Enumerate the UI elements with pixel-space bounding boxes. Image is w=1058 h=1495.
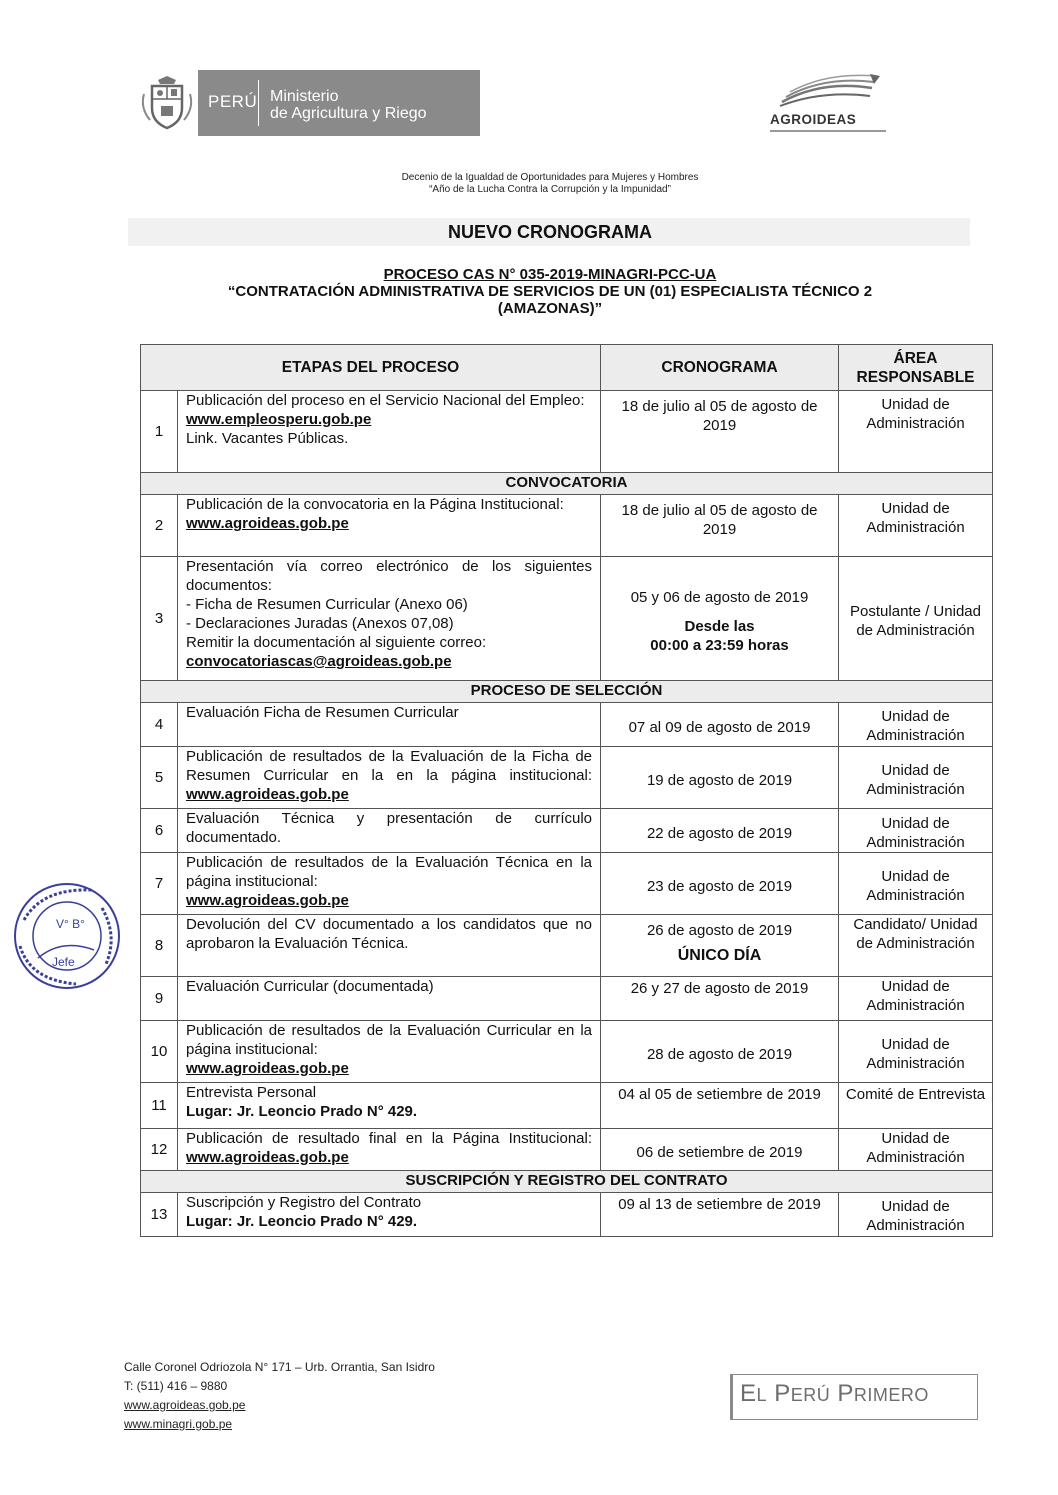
stamp-word: Jefe [52, 955, 75, 969]
row-stage: Evaluación Técnica y presentación de currículo documentado. [178, 809, 601, 853]
row-cronograma: 19 de agosto de 2019 [601, 747, 839, 809]
stage-text: Publicación de resultados de la Evaluación Curricular en la página institucional: [186, 1022, 593, 1058]
footer-address: Calle Coronel Odriozola N° 171 – Urb. Orrantia, San Isidro [124, 1360, 435, 1374]
row-stage: Devolución del CV documentado a los candidatos que no aprobaron la Evaluación Técnica. [178, 915, 601, 977]
proceso-line1: “CONTRATACIÓN ADMINISTRATIVA DE SERVICIOS DE UN (01) ESPECIALISTA TÉCNICO 2 [227, 283, 873, 300]
row-cronograma: 04 al 05 de setiembre de 2019 [601, 1083, 839, 1129]
stage-text: Publicación de resultados de la Evaluación Técnica en la página institucional: [186, 854, 593, 890]
header-etapas: ETAPAS DEL PROCESO [141, 345, 601, 391]
decenio-line1: Decenio de la Igualdad de Oportunidades para Mujeres y Hombres [401, 172, 699, 183]
header-area-line2: RESPONSABLE [856, 368, 975, 386]
email-link[interactable]: convocatoriascas@agroideas.gob.pe [186, 653, 452, 670]
crono-date: 26 de agosto de 2019 [646, 922, 793, 939]
row-area: Postulante / Unidad de Administración [839, 557, 993, 681]
stage-text: Presentación vía correo electrónico de los siguientes documentos: [186, 558, 593, 594]
ministerio-line1: Ministerio [270, 88, 339, 105]
row-stage: Evaluación Curricular (documentada) [178, 977, 601, 1021]
footer-web-agroideas[interactable]: www.agroideas.gob.pe [124, 1398, 246, 1412]
row-cronograma: 23 de agosto de 2019 [601, 853, 839, 915]
table-row [141, 1021, 993, 1083]
peru-label: PERÚ [208, 92, 258, 111]
stage-text: Publicación del proceso en el Servicio Nacional del Empleo: [186, 392, 585, 409]
table-row [141, 977, 993, 1021]
row-number: 10 [141, 1021, 178, 1083]
section-row [141, 473, 993, 495]
stage-lugar: Lugar: Jr. Leoncio Prado N° 429. [186, 1103, 418, 1120]
row-cronograma: 18 de julio al 05 de agosto de 2019 [601, 495, 839, 557]
header-area-line1: ÁREA [893, 349, 938, 367]
table-row [141, 703, 993, 747]
agroideas-link[interactable]: www.agroideas.gob.pe [186, 1060, 349, 1077]
row-stage [178, 747, 601, 809]
agroideas-tagline-bar [770, 130, 886, 132]
section-row [141, 681, 993, 703]
ministerio-name [270, 88, 427, 122]
table-row [141, 809, 993, 853]
row-stage [178, 1021, 601, 1083]
section-convocatoria: CONVOCATORIA [141, 473, 993, 495]
row-stage [178, 391, 601, 473]
row-number: 6 [141, 809, 178, 853]
table-row [141, 1083, 993, 1129]
agroideas-link[interactable]: www.agroideas.gob.pe [186, 892, 349, 909]
row-area: Unidad de Administración [839, 495, 993, 557]
header-area [839, 345, 993, 391]
crono-date: 05 y 06 de agosto de 2019 [630, 589, 809, 606]
row-cronograma: 26 y 27 de agosto de 2019 [601, 977, 839, 1021]
row-number: 2 [141, 495, 178, 557]
crono-note1: Desde las [684, 618, 755, 635]
el-peru-primero-logo [730, 1374, 974, 1420]
row-number: 13 [141, 1193, 178, 1237]
minagri-logo [138, 70, 480, 136]
page-title: NUEVO CRONOGRAMA [447, 222, 652, 242]
crono-unico-dia: ÚNICO DÍA [677, 947, 762, 964]
slogan-text: EL PERÚ PRIMERO [740, 1380, 929, 1407]
footer-web-minagri[interactable]: www.minagri.gob.pe [124, 1417, 233, 1431]
row-cronograma: 18 de julio al 05 de agosto de 2019 [601, 391, 839, 473]
header-cronograma: CRONOGRAMA [601, 345, 839, 391]
row-stage [178, 1129, 601, 1171]
stage-text: Publicación de resultados de la Evaluación de la Ficha de Resumen Curricular en la en la página institucional: [186, 748, 593, 784]
row-number: 3 [141, 557, 178, 681]
stage-text: Entrevista Personal [186, 1084, 317, 1101]
row-number: 12 [141, 1129, 178, 1171]
table-header-row [141, 345, 993, 391]
footer-contact [124, 1358, 435, 1434]
row-area: Unidad de Administración [839, 1021, 993, 1083]
stage-text: Suscripción y Registro del Contrato [186, 1194, 422, 1211]
row-area: Unidad de Administración [839, 1193, 993, 1237]
stamp-mark: V° B° [56, 917, 85, 931]
row-area: Unidad de Administración [839, 1129, 993, 1171]
agroideas-link[interactable]: www.agroideas.gob.pe [186, 1149, 349, 1166]
section-seleccion: PROCESO DE SELECCIÓN [141, 681, 993, 703]
empleosperu-link[interactable]: www.empleosperu.gob.pe [186, 411, 372, 428]
peru-ministerio-banner [198, 70, 480, 136]
row-number: 8 [141, 915, 178, 977]
row-area: Unidad de Administración [839, 391, 993, 473]
agroideas-link[interactable]: www.agroideas.gob.pe [186, 515, 349, 532]
row-cronograma: 22 de agosto de 2019 [601, 809, 839, 853]
row-cronograma: 06 de setiembre de 2019 [601, 1129, 839, 1171]
stage-lugar: Lugar: Jr. Leoncio Prado N° 429. [186, 1213, 418, 1230]
table-row [141, 747, 993, 809]
row-number: 1 [141, 391, 178, 473]
crono-note2: 00:00 a 23:59 horas [650, 637, 789, 654]
agroideas-swoosh-icon [762, 72, 892, 112]
agroideas-link[interactable]: www.agroideas.gob.pe [186, 786, 349, 803]
section-suscripcion: SUSCRIPCIÓN Y REGISTRO DEL CONTRATO [141, 1171, 993, 1193]
row-area: Candidato/ Unidad de Administración [839, 915, 993, 977]
stage-doc1: - Ficha de Resumen Curricular (Anexo 06) [186, 596, 468, 613]
row-cronograma [601, 915, 839, 977]
row-stage [178, 853, 601, 915]
row-stage: Evaluación Ficha de Resumen Curricular [178, 703, 601, 747]
agroideas-name: AGROIDEAS [770, 112, 857, 127]
table-row [141, 1129, 993, 1171]
row-area: Unidad de Administración [839, 809, 993, 853]
row-number: 7 [141, 853, 178, 915]
row-number: 11 [141, 1083, 178, 1129]
row-area: Unidad de Administración [839, 747, 993, 809]
stage-text: Publicación de resultado final en la Página Institucional: [186, 1130, 593, 1147]
table-row [141, 1193, 993, 1237]
schedule-table [140, 344, 993, 1237]
stage-text-b: Remitir la documentación al siguiente correo: [186, 634, 487, 651]
stage-doc2: - Declaraciones Juradas (Anexos 07,08) [186, 615, 454, 632]
row-cronograma: 28 de agosto de 2019 [601, 1021, 839, 1083]
row-stage [178, 495, 601, 557]
row-stage [178, 1083, 601, 1129]
row-cronograma: 09 al 13 de setiembre de 2019 [601, 1193, 839, 1237]
proceso-heading [0, 266, 1058, 317]
row-number: 4 [141, 703, 178, 747]
proceso-line2: (AMAZONAS)” [497, 300, 603, 317]
table-row [141, 495, 993, 557]
stage-text-b: Link. Vacantes Públicas. [186, 430, 349, 447]
agroideas-logo [762, 72, 892, 142]
table-row [141, 391, 993, 473]
decenio-line2: “Año de la Lucha Contra la Corrupción y la Impunidad” [429, 184, 671, 195]
peru-coat-of-arms-icon [138, 72, 196, 132]
row-cronograma [601, 557, 839, 681]
row-area: Unidad de Administración [839, 977, 993, 1021]
row-stage [178, 557, 601, 681]
banner-divider [258, 80, 259, 126]
row-number: 9 [141, 977, 178, 1021]
table-row [141, 557, 993, 681]
section-row [141, 1171, 993, 1193]
proceso-code: PROCESO CAS N° 035-2019-MINAGRI-PCC-UA [383, 266, 717, 283]
row-area: Unidad de Administración [839, 703, 993, 747]
row-stage [178, 1193, 601, 1237]
table-row [141, 915, 993, 977]
row-area: Unidad de Administración [839, 853, 993, 915]
table-row [141, 853, 993, 915]
row-number: 5 [141, 747, 178, 809]
ministerio-line2: de Agricultura y Riego [270, 105, 427, 122]
official-stamp [2, 880, 132, 998]
decenio-text [0, 172, 1058, 196]
row-cronograma: 07 al 09 de agosto de 2019 [601, 703, 839, 747]
stage-text: Publicación de la convocatoria en la Página Institucional: [186, 496, 564, 513]
row-area: Comité de Entrevista [839, 1083, 993, 1129]
footer-phone: T: (511) 416 – 9880 [124, 1379, 228, 1393]
